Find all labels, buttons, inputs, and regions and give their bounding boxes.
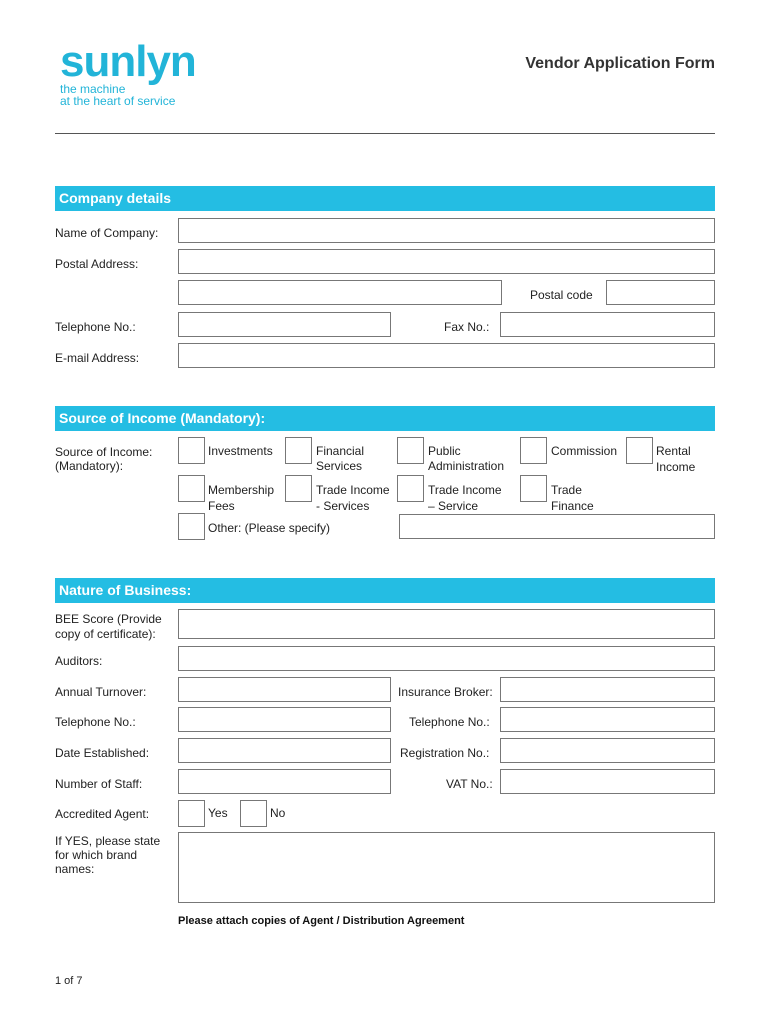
trade-finance-label-2: Finance: [551, 499, 594, 513]
rental-income-label-1: Rental: [656, 444, 691, 458]
postal-code-label: Postal code: [530, 288, 593, 302]
email-field[interactable]: [178, 343, 715, 368]
company-name-field[interactable]: [178, 218, 715, 243]
section-source-of-income: Source of Income (Mandatory):: [55, 406, 715, 431]
email-label: E-mail Address:: [55, 351, 140, 365]
page-indicator: 1 of 7: [55, 975, 83, 987]
bee-score-label-2: copy of certificate):: [55, 627, 156, 641]
accredited-agent-label: Accredited Agent:: [55, 807, 150, 821]
date-established-field[interactable]: [178, 738, 391, 763]
brand-names-label-3: names:: [55, 862, 95, 876]
number-of-staff-label: Number of Staff:: [55, 777, 143, 791]
date-established-label: Date Established:: [55, 746, 150, 760]
brand-names-label-2: for which brand: [55, 848, 138, 862]
fax-field[interactable]: [500, 312, 715, 337]
trade-finance-checkbox[interactable]: [520, 475, 547, 502]
auditors-label: Auditors:: [55, 654, 103, 668]
postal-address-field-1[interactable]: [178, 249, 715, 274]
trade-income-service-checkbox[interactable]: [397, 475, 424, 502]
registration-no-field[interactable]: [500, 738, 715, 763]
postal-code-field[interactable]: [606, 280, 715, 305]
section-company-details: Company details: [55, 186, 715, 211]
vat-no-field[interactable]: [500, 769, 715, 794]
business-telephone-field[interactable]: [178, 707, 391, 732]
source-income-label-mandatory: (Mandatory):: [55, 459, 124, 473]
financial-services-label-2: Services: [316, 459, 363, 473]
public-administration-label-2: Administration: [428, 459, 505, 473]
commission-label: Commission: [551, 444, 618, 458]
header-divider: [55, 133, 715, 134]
financial-services-checkbox[interactable]: [285, 437, 312, 464]
membership-fees-label-2: Fees: [208, 499, 235, 513]
registration-no-label: Registration No.:: [400, 746, 490, 760]
company-logo: sunlyn: [60, 37, 196, 86]
brand-names-field[interactable]: [178, 832, 715, 903]
commission-checkbox[interactable]: [520, 437, 547, 464]
rental-income-checkbox[interactable]: [626, 437, 653, 464]
company-name-label: Name of Company:: [55, 226, 159, 240]
bee-score-field[interactable]: [178, 609, 715, 639]
form-title: Vendor Application Form: [525, 55, 715, 72]
postal-address-field-2[interactable]: [178, 280, 502, 305]
number-of-staff-field[interactable]: [178, 769, 391, 794]
business-telephone-label: Telephone No.:: [55, 715, 136, 729]
trade-income-service-label-2: – Service: [428, 499, 479, 513]
broker-telephone-label: Telephone No.:: [409, 715, 490, 729]
insurance-broker-field[interactable]: [500, 677, 715, 702]
trade-income-services-checkbox[interactable]: [285, 475, 312, 502]
vat-no-label: VAT No.:: [446, 777, 493, 791]
telephone-label: Telephone No.:: [55, 320, 136, 334]
public-administration-label-1: Public: [428, 444, 461, 458]
membership-fees-checkbox[interactable]: [178, 475, 205, 502]
other-income-checkbox[interactable]: [178, 513, 205, 540]
bee-score-label-1: BEE Score (Provide: [55, 612, 162, 626]
brand-names-label-1: If YES, please state: [55, 834, 161, 848]
accredited-no-checkbox[interactable]: [240, 800, 267, 827]
trade-income-service-label-1: Trade Income: [428, 483, 502, 497]
section-nature-of-business: Nature of Business:: [55, 578, 715, 603]
membership-fees-label-1: Membership: [208, 483, 275, 497]
insurance-broker-label: Insurance Broker:: [398, 685, 493, 699]
accredited-yes-label: Yes: [208, 806, 228, 820]
auditors-field[interactable]: [178, 646, 715, 671]
accredited-yes-checkbox[interactable]: [178, 800, 205, 827]
annual-turnover-label: Annual Turnover:: [55, 685, 147, 699]
trade-finance-label-1: Trade: [551, 483, 582, 497]
financial-services-label-1: Financial: [316, 444, 365, 458]
fax-label: Fax No.:: [444, 320, 490, 334]
investments-label: Investments: [208, 444, 273, 458]
other-income-label: Other: (Please specify): [208, 521, 331, 535]
trade-income-services-label-1: Trade Income: [316, 483, 390, 497]
logo-tagline-line1: the machine: [60, 82, 126, 96]
annual-turnover-field[interactable]: [178, 677, 391, 702]
telephone-field[interactable]: [178, 312, 391, 337]
source-income-label: Source of Income:: [55, 445, 153, 459]
investments-checkbox[interactable]: [178, 437, 205, 464]
postal-address-label: Postal Address:: [55, 257, 139, 271]
trade-income-services-label-2: - Services: [316, 499, 370, 513]
other-income-field[interactable]: [399, 514, 715, 539]
broker-telephone-field[interactable]: [500, 707, 715, 732]
rental-income-label-2: Income: [656, 460, 696, 474]
logo-tagline-line2: at the heart of service: [60, 94, 176, 108]
accredited-no-label: No: [270, 806, 286, 820]
attachment-note: Please attach copies of Agent / Distribution Agreement: [178, 915, 465, 927]
public-administration-checkbox[interactable]: [397, 437, 424, 464]
